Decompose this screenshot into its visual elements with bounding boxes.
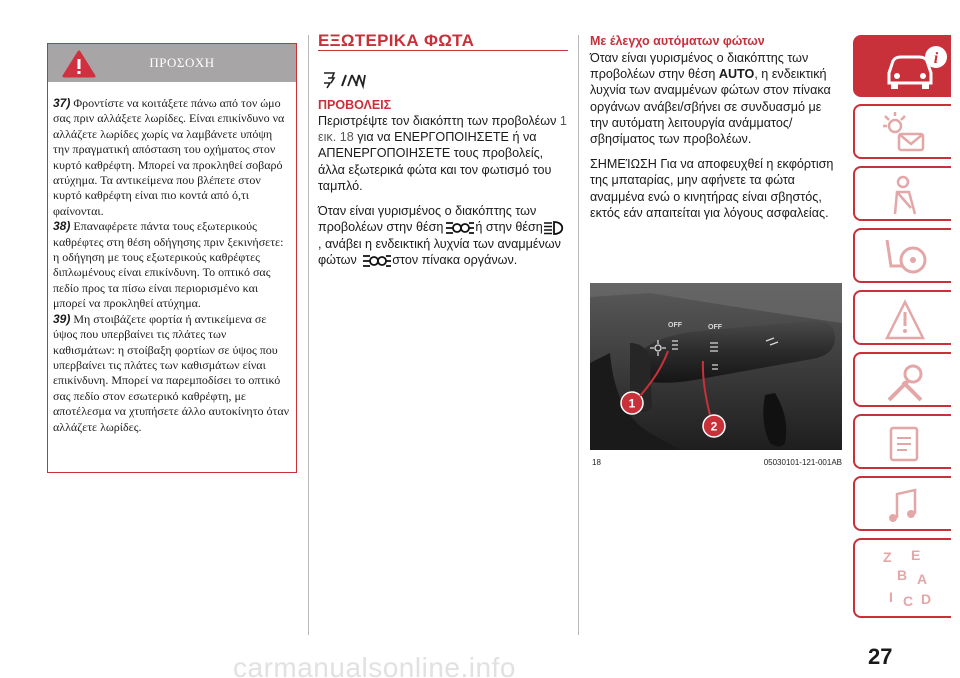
warning-note: Φροντίστε να κοιτάξετε πάνω από τον ώμο σας πριν αλλάξετε λωρίδες. Είναι επικίνδυνο να αλλάζετε λωρίδες χωρίς να λαμβάνετε υπόψη την πραγματική απόσταση του οχήματος στον κυρτό καθρέφτη. Μπορεί να προκληθεί σοβαρό ατύχημα. Τα αντικείμενα που βλέπετε στον κυρτό καθρέφτη είναι πιο κοντά από ό,τι φαίνονται.	[53, 96, 285, 218]
tab-maintenance[interactable]	[853, 352, 951, 407]
paragraph: για να ΕΝΕΡΓΟΠΟΙΗΣΕΤΕ ή να ΑΠΕΝΕΡΓΟΠΟΙΗΣΕΤΕ τους προβολείς, άλλα εξωτερικά φώτα και τον φωτισμό του ταμπλό.	[318, 130, 552, 193]
warning-note: Μη στοιβάζετε φορτία ή αντικείμενα σε ύψος που υπερβαίνει τις πλάτες των καθισμάτων: η στοίβαξη φορτίων σε ύψος που υπερβαίνει τις πλάτες των καθισμάτων είναι επικίνδυνη. Μπορεί να παρεμποδίσει το οπτικό σας πεδίο στον εσωτερικό καθρέφτη, με αποτέλεσμα να χτυπήσετε άλλο αυτοκίνητο όταν αλλάζετε λωρίδες.	[53, 311, 290, 434]
svg-text:B: B	[897, 567, 908, 583]
paragraph: στον πίνακα οργάνων.	[392, 253, 518, 268]
paragraph: Όταν είναι γυρισμένος ο διακόπτης των προβολέων στην θέση	[590, 51, 809, 82]
tab-car-info[interactable]	[853, 35, 951, 97]
tab-multimedia[interactable]	[853, 476, 951, 531]
right-text	[590, 50, 842, 221]
warning-triangle-icon	[62, 50, 96, 78]
headlight-switch-photo	[590, 283, 842, 450]
paragraph: Περιστρέψτε τον διακόπτη των προβολέων	[318, 114, 557, 128]
technical-data-icon	[881, 422, 931, 466]
position-lights-icon	[443, 220, 475, 236]
note-paragraph: ΣΗΜΕΊΩΣΗ Για να αποφευχθεί η εκφόρτιση της μπαταρίας, μην αφήνετε τα φώτα αναμμένα ενώ ο κινητήρας είναι σβηστός, εκτός εάν απαιτείται για λόγους ασφαλείας.	[590, 157, 834, 220]
subsection-title: ΠΡΟΒΟΛΕΙΣ	[318, 98, 392, 112]
svg-text:i: i	[933, 50, 939, 67]
tab-starting-driving[interactable]	[853, 228, 951, 283]
warning-note: Επαναφέρετε πάντα τους εξωτερικούς καθρέφτες στη θέση οδήγησης πριν ξεκινήσετε: η οδήγηση με τους εξωτερικούς καθρέφτες διπλωμένους είναι επικίνδυνη. Το οπτικό σας πεδίο προς τα πίσω είναι περιορισμένο και μπορεί να προκληθεί ατύχημα.	[53, 219, 284, 311]
warning-header	[48, 44, 296, 82]
title-rule	[318, 50, 568, 51]
paragraph: , ανάβει η ενδεικτική λυχνία των αναμμένων φώτων	[318, 236, 561, 268]
callout-marker-2: 2	[710, 419, 718, 434]
svg-text:A: A	[917, 571, 928, 587]
warning-box	[47, 43, 297, 473]
note-number: 38)	[53, 219, 71, 234]
note-number: 37)	[53, 96, 71, 110]
tab-index[interactable]	[853, 538, 951, 618]
multimedia-icon	[881, 484, 931, 528]
column-divider	[308, 35, 309, 635]
warning-text	[48, 82, 296, 435]
paragraph: Όταν είναι γυρισμένος ο διακόπτης των προβολέων στην θέση	[318, 204, 537, 235]
svg-text:I: I	[889, 589, 893, 605]
tab-lights-warnings[interactable]	[853, 104, 951, 159]
seat-steering-icon	[881, 236, 931, 280]
tab-safety[interactable]	[853, 166, 951, 221]
callout-marker-1: 1	[628, 396, 636, 411]
tab-emergency[interactable]	[853, 290, 951, 345]
tools-icon	[881, 360, 931, 404]
page-number: 27	[868, 644, 893, 669]
watermark-text: carmanualsonline.info	[233, 652, 516, 678]
off-label: OFF	[708, 324, 722, 331]
car-info-icon	[881, 43, 951, 93]
index-icon	[881, 546, 937, 612]
auto-label: AUTO	[718, 67, 755, 82]
paragraph: ή στην θέση	[475, 220, 543, 235]
column-divider	[578, 35, 579, 635]
lights-warning-icon	[881, 112, 931, 156]
figure-code: 05030101-121-001AB	[763, 458, 842, 467]
headlamp-icon	[543, 220, 565, 236]
lights-on-indicator-icon	[360, 253, 392, 269]
svg-text:D: D	[921, 591, 932, 607]
subsection-title: Με έλεγχο αυτόματων φώτων	[590, 34, 765, 48]
center-text	[318, 113, 568, 269]
headlamp-off-icon	[318, 70, 368, 92]
warning-title: ΠΡΟΣΟΧΗ	[149, 55, 215, 70]
off-label: OFF	[668, 322, 682, 329]
figure-reference: 1 εικ. 18	[318, 114, 567, 145]
road-warning-icon	[881, 298, 931, 342]
note-number: 39)	[53, 311, 71, 326]
svg-text:C: C	[903, 593, 914, 609]
figure-number: 18	[592, 458, 601, 467]
svg-text:E: E	[911, 547, 921, 563]
section-title: ΕΞΩΤΕΡΙΚΑ ΦΩΤΑ	[318, 31, 475, 50]
figure-caption	[592, 458, 842, 467]
safety-icon	[881, 174, 931, 218]
tab-technical-data[interactable]	[853, 414, 951, 469]
paragraph: , η ενδεικτική λυχνία των αναμμένων φώτων στον πίνακα οργάνων ανάβει/σβήνει σε συνδυασμό με την αυτόματη λειτουργία ανάμματος/σβησίματος των προβολέων.	[590, 67, 831, 147]
svg-text:Z: Z	[883, 549, 892, 565]
